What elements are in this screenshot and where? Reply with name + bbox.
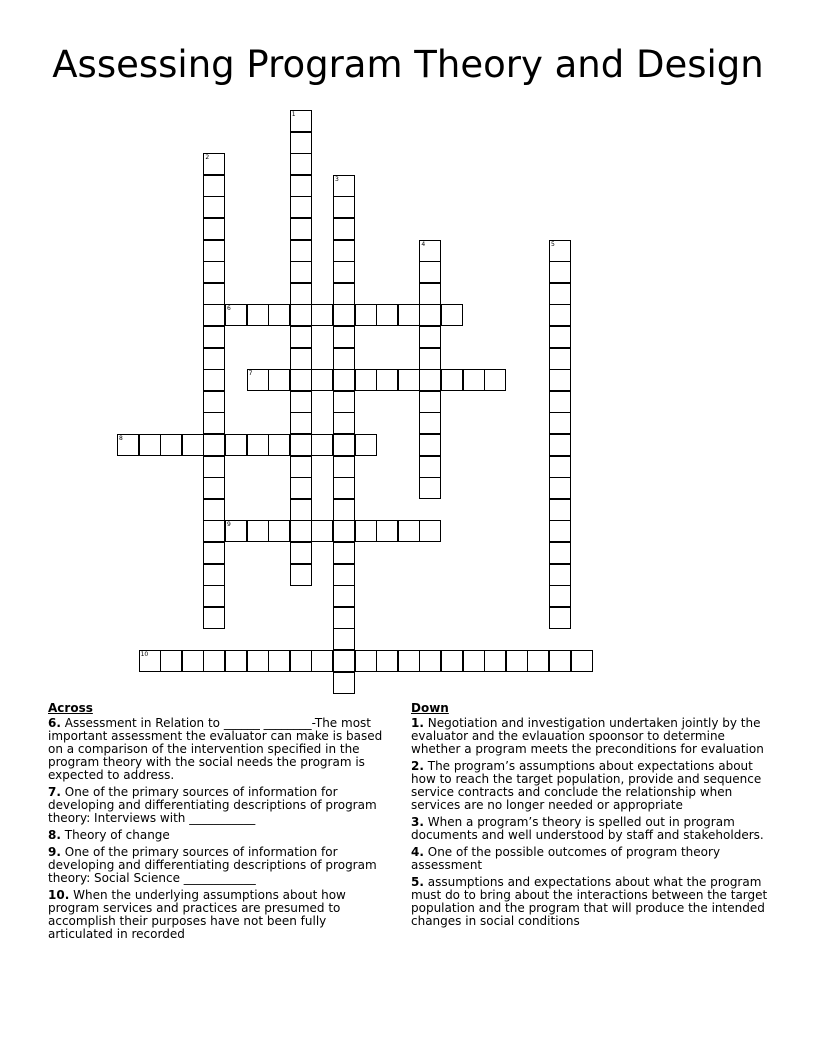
crossword-cell[interactable] <box>290 369 312 391</box>
crossword-cell[interactable] <box>203 499 225 521</box>
crossword-cell[interactable] <box>160 434 182 456</box>
crossword-cell[interactable] <box>311 304 333 326</box>
crossword-cell[interactable] <box>268 520 290 542</box>
crossword-cell[interactable] <box>549 477 571 499</box>
crossword-cell[interactable] <box>398 369 420 391</box>
crossword-cell[interactable] <box>333 304 355 326</box>
down-clue-2 <box>411 760 771 812</box>
crossword-cell-6[interactable] <box>225 304 247 326</box>
crossword-cell[interactable] <box>182 434 204 456</box>
clue-text: assumptions and expectations about what the program must do to bring about the interactions between the target population and the program that will produce the intended changes in social conditions <box>411 875 768 928</box>
crossword-cell[interactable] <box>506 650 528 672</box>
crossword-cell[interactable] <box>268 304 290 326</box>
crossword-cell[interactable] <box>290 196 312 218</box>
crossword-cell[interactable] <box>419 348 441 370</box>
crossword-cell[interactable] <box>247 304 269 326</box>
crossword-cell[interactable] <box>549 434 571 456</box>
crossword-cell[interactable] <box>290 132 312 154</box>
crossword-cell[interactable] <box>333 434 355 456</box>
crossword-cell[interactable] <box>376 304 398 326</box>
crossword-cell[interactable] <box>290 456 312 478</box>
crossword-cell[interactable] <box>376 369 398 391</box>
clue-number: 1. <box>411 716 424 730</box>
clue-number-label: 10 <box>140 651 149 658</box>
crossword-cell[interactable] <box>290 348 312 370</box>
crossword-cell[interactable] <box>419 477 441 499</box>
crossword-cell[interactable] <box>355 434 377 456</box>
crossword-cell[interactable] <box>419 650 441 672</box>
crossword-cell[interactable] <box>203 369 225 391</box>
crossword-cell[interactable] <box>333 520 355 542</box>
clue-number: 7. <box>48 785 61 799</box>
crossword-cell[interactable] <box>203 240 225 262</box>
crossword-cell[interactable] <box>419 304 441 326</box>
crossword-cell[interactable] <box>290 434 312 456</box>
clue-number-label: 8 <box>119 435 123 442</box>
crossword-cell[interactable] <box>333 412 355 434</box>
crossword-cell[interactable] <box>333 391 355 413</box>
crossword-cell[interactable] <box>441 369 463 391</box>
clue-number-label: 4 <box>421 240 426 248</box>
clue-number-label: 9 <box>227 521 231 529</box>
crossword-cell[interactable] <box>549 369 571 391</box>
crossword-cell[interactable] <box>549 520 571 542</box>
clue-number: 9. <box>48 845 61 859</box>
crossword-cell[interactable] <box>290 412 312 434</box>
clue-number: 5. <box>411 875 424 889</box>
clue-number: 2. <box>411 759 424 773</box>
clue-number-label: 7 <box>248 370 253 378</box>
clue-text: Assessment in Relation to ______ ________-The most important assessment the evaluator can make is based on a comparison of the intervention specified in the program theory with the social needs the program is expected to address. <box>48 716 383 782</box>
crossword-cell[interactable] <box>484 369 506 391</box>
crossword-cell[interactable] <box>549 564 571 586</box>
crossword-cell[interactable] <box>549 456 571 478</box>
crossword-cell[interactable] <box>333 672 355 694</box>
crossword-cell[interactable] <box>398 650 420 672</box>
crossword-cell[interactable] <box>160 650 182 672</box>
clue-text: One of the primary sources of information for developing and differentiating descriptions of program theory: Interviews with ___________ <box>48 785 377 825</box>
crossword-cell[interactable] <box>203 456 225 478</box>
crossword-cell[interactable] <box>311 434 333 456</box>
crossword-cell[interactable] <box>268 650 290 672</box>
clue-text: The program’s assumptions about expectations about how to reach the target population, provide and sequence service contracts and conclude the relationship when services are no longer needed or appropriate <box>411 759 762 812</box>
crossword-cell[interactable] <box>333 477 355 499</box>
down-clue-4 <box>411 846 771 872</box>
crossword-cell[interactable] <box>549 607 571 629</box>
crossword-cell[interactable] <box>333 456 355 478</box>
crossword-cell[interactable] <box>203 283 225 305</box>
clue-number: 4. <box>411 845 424 859</box>
clue-number-label: 3 <box>335 175 339 183</box>
crossword-cell[interactable] <box>290 564 312 586</box>
crossword-cell[interactable] <box>268 369 290 391</box>
crossword-cell[interactable] <box>549 585 571 607</box>
crossword-cell[interactable] <box>333 585 355 607</box>
crossword-cell[interactable] <box>549 261 571 283</box>
crossword-cell[interactable] <box>203 542 225 564</box>
crossword-cell[interactable] <box>419 326 441 348</box>
crossword-cell[interactable] <box>203 196 225 218</box>
crossword-cell[interactable] <box>203 348 225 370</box>
crossword-cell[interactable] <box>225 650 247 672</box>
crossword-cell[interactable] <box>268 434 290 456</box>
crossword-cell[interactable] <box>549 348 571 370</box>
crossword-cell[interactable] <box>203 607 225 629</box>
crossword-cell-3[interactable] <box>333 175 355 197</box>
clue-text: One of the primary sources of information for developing and differentiating descriptions of program theory: Social Science ____________ <box>48 845 377 885</box>
crossword-cell[interactable] <box>333 607 355 629</box>
crossword-cell[interactable] <box>333 326 355 348</box>
crossword-cell[interactable] <box>203 175 225 197</box>
crossword-cell[interactable] <box>549 391 571 413</box>
crossword-cell[interactable] <box>203 477 225 499</box>
crossword-cell-4[interactable] <box>419 240 441 262</box>
clue-number: 3. <box>411 815 424 829</box>
across-clue-7 <box>48 786 388 825</box>
crossword-cell[interactable] <box>311 369 333 391</box>
across-heading: Across <box>48 701 93 715</box>
crossword-cell-1[interactable] <box>290 110 312 132</box>
crossword-cell[interactable] <box>463 369 485 391</box>
clue-number: 8. <box>48 828 61 842</box>
clue-text: When the underlying assumptions about how program services and practices are presumed to accomplish their purposes have not been fully articulated in recorded <box>48 888 346 941</box>
clue-text: Theory of change <box>64 828 170 842</box>
crossword-cell[interactable] <box>527 650 549 672</box>
crossword-cell[interactable] <box>290 520 312 542</box>
crossword-cell[interactable] <box>311 520 333 542</box>
crossword-cell[interactable] <box>333 542 355 564</box>
crossword-cell-8[interactable] <box>117 434 139 456</box>
crossword-cell[interactable] <box>247 650 269 672</box>
crossword-cell[interactable] <box>398 520 420 542</box>
crossword-cell[interactable] <box>398 304 420 326</box>
clue-text: One of the possible outcomes of program theory assessment <box>411 845 721 872</box>
crossword-cell[interactable] <box>290 240 312 262</box>
crossword-cell[interactable] <box>333 499 355 521</box>
crossword-cell[interactable] <box>333 218 355 240</box>
crossword-cell[interactable] <box>203 412 225 434</box>
across-clue-10 <box>48 889 388 941</box>
crossword-cell[interactable] <box>290 499 312 521</box>
crossword-cell[interactable] <box>311 650 333 672</box>
crossword-cell[interactable] <box>419 456 441 478</box>
across-clue-6 <box>48 717 388 782</box>
crossword-cell[interactable] <box>355 304 377 326</box>
crossword-cell[interactable] <box>203 520 225 542</box>
crossword-cell[interactable] <box>333 564 355 586</box>
crossword-cell[interactable] <box>333 240 355 262</box>
crossword-cell[interactable] <box>247 434 269 456</box>
crossword-cell[interactable] <box>290 218 312 240</box>
crossword-cell-5[interactable] <box>549 240 571 262</box>
crossword-cell[interactable] <box>419 283 441 305</box>
crossword-cell[interactable] <box>333 628 355 650</box>
crossword-cell[interactable] <box>203 434 225 456</box>
crossword-cell[interactable] <box>441 304 463 326</box>
page-title: Assessing Program Theory and Design <box>52 43 764 86</box>
crossword-cell[interactable] <box>376 650 398 672</box>
crossword-cell[interactable] <box>290 650 312 672</box>
crossword-cell[interactable] <box>333 369 355 391</box>
crossword-cell[interactable] <box>419 412 441 434</box>
crossword-cell[interactable] <box>290 304 312 326</box>
crossword-cell[interactable] <box>549 542 571 564</box>
crossword-cell[interactable] <box>290 261 312 283</box>
crossword-cell[interactable] <box>484 650 506 672</box>
crossword-cell[interactable] <box>203 326 225 348</box>
clue-text: Negotiation and investigation undertaken jointly by the evaluator and the evlauation spoonsor to determine whether a program meets the preconditions for evaluation <box>411 716 764 756</box>
down-clue-5 <box>411 876 771 928</box>
crossword-cell[interactable] <box>333 650 355 672</box>
crossword-cell[interactable] <box>549 304 571 326</box>
crossword-cell[interactable] <box>290 175 312 197</box>
crossword-cell-2[interactable] <box>203 153 225 175</box>
clue-number-label: 2 <box>205 154 210 162</box>
crossword-cell-10[interactable] <box>139 650 161 672</box>
crossword-cell-9[interactable] <box>225 520 247 542</box>
crossword-cell[interactable] <box>203 391 225 413</box>
crossword-cell[interactable] <box>203 650 225 672</box>
crossword-cell[interactable] <box>333 283 355 305</box>
crossword-cell[interactable] <box>549 499 571 521</box>
crossword-cell[interactable] <box>333 261 355 283</box>
crossword-cell[interactable] <box>290 391 312 413</box>
crossword-cell[interactable] <box>419 520 441 542</box>
crossword-cell[interactable] <box>419 261 441 283</box>
down-clue-3 <box>411 816 771 842</box>
crossword-cell[interactable] <box>290 477 312 499</box>
crossword-cell[interactable] <box>571 650 593 672</box>
crossword-cell[interactable] <box>549 650 571 672</box>
crossword-cell[interactable] <box>203 304 225 326</box>
crossword-cell[interactable] <box>333 348 355 370</box>
crossword-cell[interactable] <box>419 434 441 456</box>
crossword-cell[interactable] <box>203 218 225 240</box>
clue-number: 6. <box>48 716 61 730</box>
crossword-cell[interactable] <box>139 434 161 456</box>
crossword-cell[interactable] <box>203 261 225 283</box>
clue-number: 10. <box>48 888 70 902</box>
crossword-cell[interactable] <box>419 369 441 391</box>
clue-number-label: 6 <box>227 305 231 313</box>
clue-text: When a program’s theory is spelled out in program documents and well understood by staff and stakeholders. <box>411 815 764 842</box>
crossword-cell[interactable] <box>463 650 485 672</box>
across-clue-9 <box>48 846 388 885</box>
crossword-cell-7[interactable] <box>247 369 269 391</box>
crossword-cell[interactable] <box>203 585 225 607</box>
crossword-cell[interactable] <box>355 650 377 672</box>
down-clue-1 <box>411 717 771 756</box>
down-clues <box>411 702 771 932</box>
crossword-cell[interactable] <box>355 520 377 542</box>
crossword-cell[interactable] <box>290 153 312 175</box>
crossword-cell[interactable] <box>290 283 312 305</box>
clue-number-label: 1 <box>291 111 296 118</box>
crossword-cell[interactable] <box>182 650 204 672</box>
across-clue-8 <box>48 829 388 842</box>
crossword-cell[interactable] <box>247 520 269 542</box>
crossword-cell[interactable] <box>549 283 571 305</box>
crossword-cell[interactable] <box>441 650 463 672</box>
crossword-cell[interactable] <box>203 564 225 586</box>
crossword-cell[interactable] <box>549 412 571 434</box>
crossword-cell[interactable] <box>225 434 247 456</box>
crossword-cell[interactable] <box>376 520 398 542</box>
crossword-cell[interactable] <box>290 542 312 564</box>
clue-number-label: 5 <box>551 240 555 248</box>
crossword-cell[interactable] <box>549 326 571 348</box>
down-heading: Down <box>411 701 449 715</box>
crossword-cell[interactable] <box>290 326 312 348</box>
crossword-cell[interactable] <box>333 196 355 218</box>
across-clues <box>48 702 388 945</box>
crossword-cell[interactable] <box>419 391 441 413</box>
crossword-cell[interactable] <box>355 369 377 391</box>
